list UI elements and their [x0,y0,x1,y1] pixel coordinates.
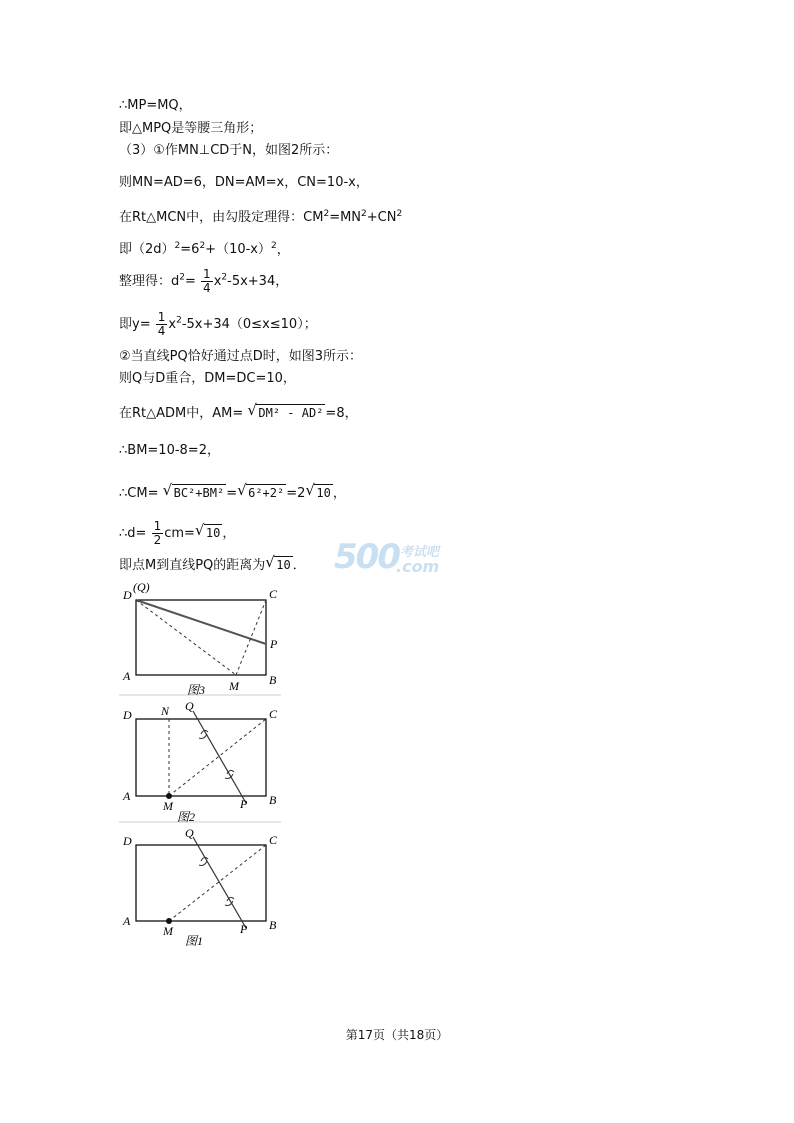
fig2-label-p: P [240,797,248,811]
fig1-label-q: Q [185,826,194,840]
line-simplified-d: 整理得：$d^2=$ $\frac{1}{4}$ $x^2-5x+34$， [119,267,289,295]
line-d-value: ∴d= $\frac{1}{2}$ cm= √ 10 ， [119,519,236,547]
line-y-function: 即y= $\frac{1}{4}$ $x^2-5x+34(0\le x\le 10)$； [119,310,317,338]
line-am-value: 在Rt△ADM中，AM= √ DM² - AD² =8， [119,401,358,421]
line-2d-equation: 即$(2d)^2=6^2+(10-x)^2$， [119,241,290,258]
radical-cm-2: √ 6²+2² [237,481,285,500]
fraction-half: $\frac{1}{2}$ [153,519,162,547]
fraction-quarter-2: $\frac{1}{4}$ [157,310,166,338]
fraction-quarter: $\frac{1}{4}$ [203,267,211,295]
line-pythagoras: 在Rt△MCN中，由勾股定理得：$CM^2=MN^2+CN^2$ [119,209,403,226]
line-part3-2: ②当直线PQ恰好通过点D时，如图3所示： [119,349,363,364]
fig2-label-c: C [269,707,278,721]
line-distance-answer: 即点M到直线PQ的距离为 √ 10 ． [119,553,306,573]
watermark-logo: 500 考试吧 .com [334,537,440,577]
radical-cm-3: √ 10 [305,481,331,500]
fig1-label-p: P [240,922,248,936]
fig2-label-m: M [163,799,173,813]
fig1-label-b: B [269,918,277,932]
fig2-label-d: D [123,708,132,722]
fig3-label-c: C [269,587,278,601]
fig3-label-m: M [229,679,239,693]
line-isosceles: 即△MPQ是等腰三角形； [119,121,263,136]
fig1-label-c: C [269,833,278,847]
fig2-caption: 图2 [177,810,196,824]
radical-am: √ DM² - AD² [247,401,324,420]
fig2-label-b: B [269,793,277,807]
line-q-d-coincide: 则Q与D重合，DM=DC=10， [119,371,296,386]
fig3-label-p: P [270,637,278,651]
radical-d: √ 10 [194,521,221,540]
fig2-label-a: A [123,789,131,803]
fig2-label-n: N [161,704,170,718]
fig1-label-d: D [123,834,132,848]
fig1-label-a: A [123,914,131,928]
fig3-label-a: A [123,669,131,683]
line-mn-ad: 则MN=AD=6，DN=AM=x，CN=10-x， [119,175,369,190]
line-part3-intro: （3）①作MN⊥CD于N，如图2所示： [119,143,339,158]
fig3-caption: 图3 [187,683,206,697]
radical-cm-1: √ BC²+BM² [162,481,225,500]
line-mp-mq: ∴MP=MQ， [119,98,192,113]
fig3-label-q: (Q) [133,582,150,594]
fig1-label-m: M [163,924,173,938]
figure-2 [119,700,284,825]
figure-3 [119,582,284,700]
line-bm-value: ∴BM=10-8=2， [119,443,220,458]
fig3-label-d: D [123,588,132,602]
line-cm-value: ∴CM= √ BC²+BM² = √ 6²+2² =2 √ 10 ， [119,481,346,501]
figure-1 [119,825,284,950]
fig3-label-b: B [269,673,277,687]
fig1-caption: 图1 [185,934,204,948]
radical-answer: √ 10 [265,553,291,572]
page-footer: 第17页（共18页） [345,1028,449,1042]
fig2-label-q: Q [185,700,194,713]
